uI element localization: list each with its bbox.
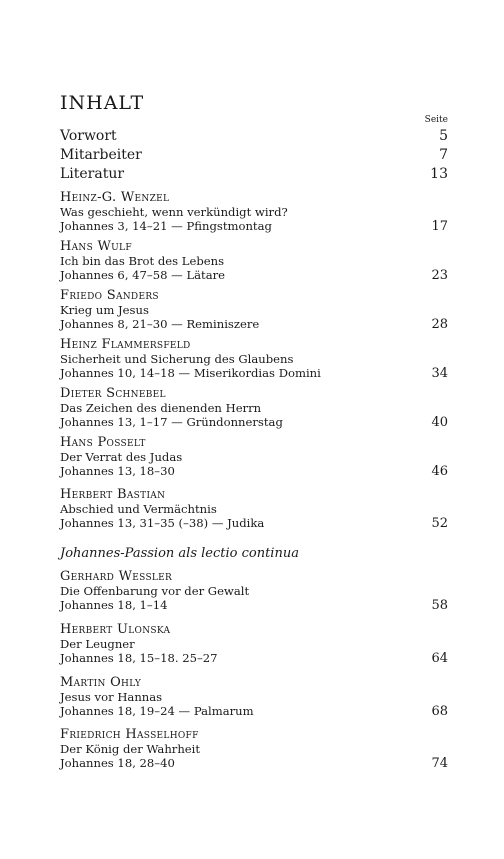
toc-title: Jesus vor Hannas [60,690,163,704]
toc-page-number: 23 [431,268,448,283]
toc-author: Herbert Bastian [60,487,166,502]
toc-title: Abschied und Vermächtnis [60,502,217,516]
toc-reference: Johannes 6, 47–58 — Lätare [60,268,226,282]
toc-reference: Johannes 10, 14–18 — Miserikordias Domini [60,366,321,380]
toc-author: Hans Wulf [60,239,132,254]
toc-entry [60,727,448,770]
toc-author: Herbert Ulonska [60,622,171,637]
toc-entry [60,239,448,282]
toc-reference: Johannes 18, 1–14 [60,598,168,612]
toc-reference: Johannes 13, 18–30 [60,464,175,478]
toc-reference: Johannes 8, 21–30 — Reminiszere [60,317,260,331]
toc-page-number: 74 [431,756,448,771]
toc-entry [60,569,448,612]
toc-front-item [60,147,448,163]
toc-reference: Johannes 3, 14–21 — Pfingstmontag [60,219,272,233]
toc-page-number: 5 [439,128,448,144]
toc-reference: Johannes 18, 19–24 — Palmarum [60,704,254,718]
toc-title: Der Verrat des Judas [60,450,183,464]
toc-page-number: 13 [430,166,448,182]
toc-front-title: Literatur [60,166,125,182]
page-title: INHALT [60,92,145,114]
toc-page-number: 34 [431,366,448,381]
toc-entry [60,337,448,380]
toc-author: Heinz Flammersfeld [60,337,191,352]
toc-reference: Johannes 18, 28–40 [60,756,175,770]
toc-reference: Johannes 13, 1–17 — Gründonnerstag [60,415,283,429]
toc-title: Ich bin das Brot des Lebens [60,254,225,268]
toc-author: Hans Posselt [60,435,146,450]
toc-page-number: 52 [431,516,448,531]
toc-author: Dieter Schnebel [60,386,166,401]
toc-entry [60,190,448,233]
toc-page-number: 7 [439,147,448,163]
toc-title: Die Offenbarung vor der Gewalt [60,584,250,598]
toc-title: Das Zeichen des dienenden Herrn [60,401,262,415]
toc-title: Krieg um Jesus [60,303,149,317]
toc-title: Der Leugner [60,637,135,651]
toc-page-number: 40 [431,415,448,430]
toc-front-title: Mitarbeiter [60,147,142,163]
toc-entry [60,675,448,718]
toc-page-number: 46 [431,464,448,479]
toc-title: Sicherheit und Sicherung des Glaubens [60,352,294,366]
toc-reference: Johannes 13, 31–35 (–38) — Judika [60,516,265,530]
toc-front-title: Vorwort [60,128,117,144]
toc-author: Friedrich Hasselhoff [60,727,199,742]
toc-author: Heinz-G. Wenzel [60,190,170,205]
toc-front-item [60,128,448,144]
toc-author: Friedo Sanders [60,288,159,303]
toc-title: Was geschieht, wenn verkündigt wird? [60,205,288,219]
toc-author: Martin Ohly [60,675,142,690]
toc-reference: Johannes 18, 15–18. 25–27 [60,651,218,665]
toc-entry [60,622,448,665]
toc-page-number: 28 [431,317,448,332]
toc-page-number: 58 [431,598,448,613]
toc-page-number: 64 [431,651,448,666]
toc-title: Der König der Wahrheit [60,742,201,756]
toc-entry [60,386,448,429]
page-column-label: Seite [424,115,448,125]
toc-entry [60,288,448,331]
section-heading: Johannes-Passion als lectio continua [60,546,299,561]
toc-author: Gerhard Wessler [60,569,173,584]
toc-entry [60,435,448,478]
toc-page-number: 68 [431,704,448,719]
toc-front-item [60,166,448,182]
toc-entry [60,487,448,530]
toc-page-number: 17 [431,219,448,234]
